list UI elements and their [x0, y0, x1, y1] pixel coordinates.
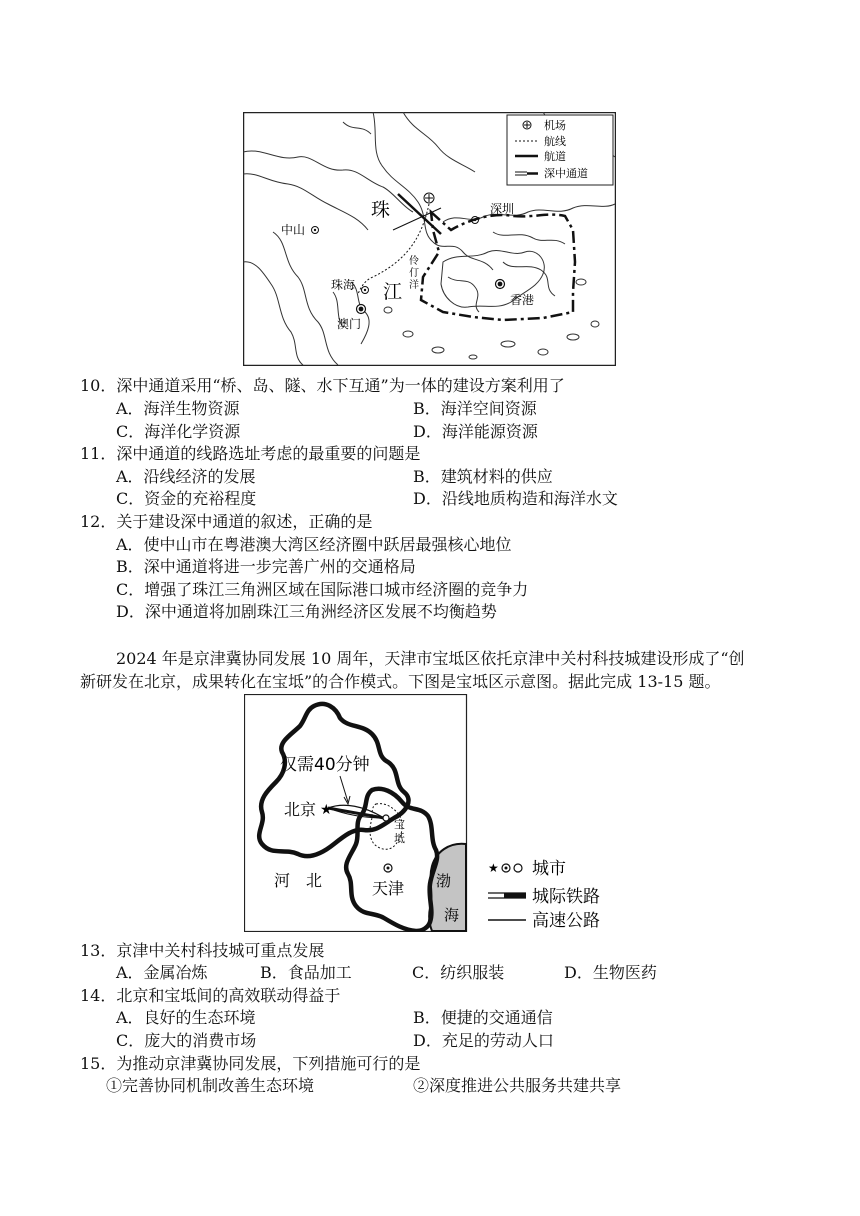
legend-shipping-label: 航道: [544, 150, 566, 163]
question-15-stem: 15．为推动京津冀协同发展，下列措施可行的是: [80, 1054, 421, 1073]
legend-shenzhong-label: 深中通道: [544, 167, 588, 180]
legend-railway-label: 城际铁路: [532, 887, 600, 907]
legend-city-label: 城市: [532, 859, 566, 879]
legend-railway-icon: [488, 893, 526, 898]
question-13-stem: 13．京津中关村科技城可重点发展: [80, 941, 325, 960]
label-time-note: 仅需40分钟: [280, 755, 370, 775]
legend-airport-label: 机场: [544, 119, 566, 132]
label-jiang: 江: [383, 281, 403, 303]
q12-option-b[interactable]: B．深中通道将进一步完善广州的交通格局: [116, 557, 416, 576]
hongkong-marker: [496, 280, 505, 289]
baodi-marker: [383, 815, 389, 821]
q11-option-b[interactable]: B．建筑材料的供应: [413, 467, 553, 486]
q12-option-c[interactable]: C．增强了珠江三角洲区域在国际港口城市经济圈的竞争力: [116, 580, 529, 599]
legend-flight-label: 航线: [544, 135, 566, 148]
question-14-stem: 14．北京和宝坻间的高效联动得益于: [80, 986, 341, 1005]
airport-icon: [424, 193, 434, 203]
intro-line-2: 新研发在北京，成果转化在宝坻”的合作模式。下图是宝坻区示意图。据此完成 13-15 题。: [80, 672, 721, 691]
label-macau: 澳门: [337, 317, 362, 331]
q13-option-b[interactable]: B．食品加工: [260, 963, 352, 982]
q10-option-b[interactable]: B．海洋空间资源: [413, 399, 537, 418]
intro-line-1: 2024 年是京津冀协同发展 10 周年，天津市宝坻区依托京津中关村科技城建设形成了“创: [116, 649, 745, 668]
label-hongkong: 香港: [510, 293, 535, 307]
q12-option-a[interactable]: A．使中山市在粤港澳大湾区经济圈中跃居最强核心地位: [116, 535, 512, 554]
label-bohai-2: 海: [444, 906, 460, 924]
q14-option-d[interactable]: D．充足的劳动人口: [413, 1031, 554, 1050]
q15-statement-1: ①完善协同机制改善生态环境: [106, 1076, 315, 1095]
question-12-stem: 12．关于建设深中通道的叙述，正确的是: [80, 512, 373, 531]
label-baodi-1: 宝: [394, 818, 405, 831]
q11-option-c[interactable]: C．资金的充裕程度: [116, 489, 257, 508]
q15-statement-2: ②深度推进公共服务共建共享: [413, 1076, 622, 1095]
label-zhuhai: 珠海: [331, 278, 356, 292]
svg-text:★: ★: [488, 861, 499, 875]
beijing-star-icon: ★: [320, 802, 333, 818]
q14-option-a[interactable]: A．良好的生态环境: [116, 1008, 256, 1027]
q11-option-d[interactable]: D．沿线地质构造和海洋水文: [413, 489, 618, 508]
label-beijing: 北京: [284, 800, 317, 819]
legend-city-icons: [488, 861, 522, 875]
q13-option-d[interactable]: D．生物医药: [564, 963, 657, 982]
map-baodi: [244, 694, 614, 932]
label-baodi-2: 坻: [394, 832, 405, 845]
question-11-stem: 11．深中通道的线路选址考虑的最重要的问题是: [80, 444, 421, 463]
map-shenzhong: [243, 112, 616, 366]
tianjin-marker: [384, 864, 392, 872]
legend-expressway-label: 高速公路: [532, 911, 600, 931]
label-zhu: 珠: [371, 199, 391, 221]
label-shenzhen: 深圳: [490, 202, 515, 216]
label-bohai-1: 渤: [436, 872, 452, 890]
legend-airport-icon: [523, 121, 531, 129]
label-hebei: 河 北: [274, 871, 323, 890]
q10-option-c[interactable]: C．海洋化学资源: [116, 422, 241, 441]
label-tianjin: 天津: [372, 879, 405, 898]
label-zhongshan: 中山: [281, 223, 306, 237]
q11-option-a[interactable]: A．沿线经济的发展: [116, 467, 256, 486]
macau-marker: [357, 305, 366, 314]
q12-option-d[interactable]: D．深中通道将加剧珠江三角洲经济区发展不均衡趋势: [116, 602, 497, 621]
label-lingdingyang: 伶 仃 洋: [409, 256, 419, 291]
q14-option-b[interactable]: B．便捷的交通通信: [413, 1008, 553, 1027]
question-10-stem: 10．深中通道采用“桥、岛、隧、水下互通”为一体的建设方案利用了: [80, 376, 565, 395]
q13-option-c[interactable]: C．纺织服装: [412, 963, 505, 982]
q10-option-a[interactable]: A．海洋生物资源: [116, 399, 240, 418]
q13-option-a[interactable]: A．金属冶炼: [116, 963, 208, 982]
q14-option-c[interactable]: C．庞大的消费市场: [116, 1031, 257, 1050]
q10-option-d[interactable]: D．海洋能源资源: [413, 422, 538, 441]
